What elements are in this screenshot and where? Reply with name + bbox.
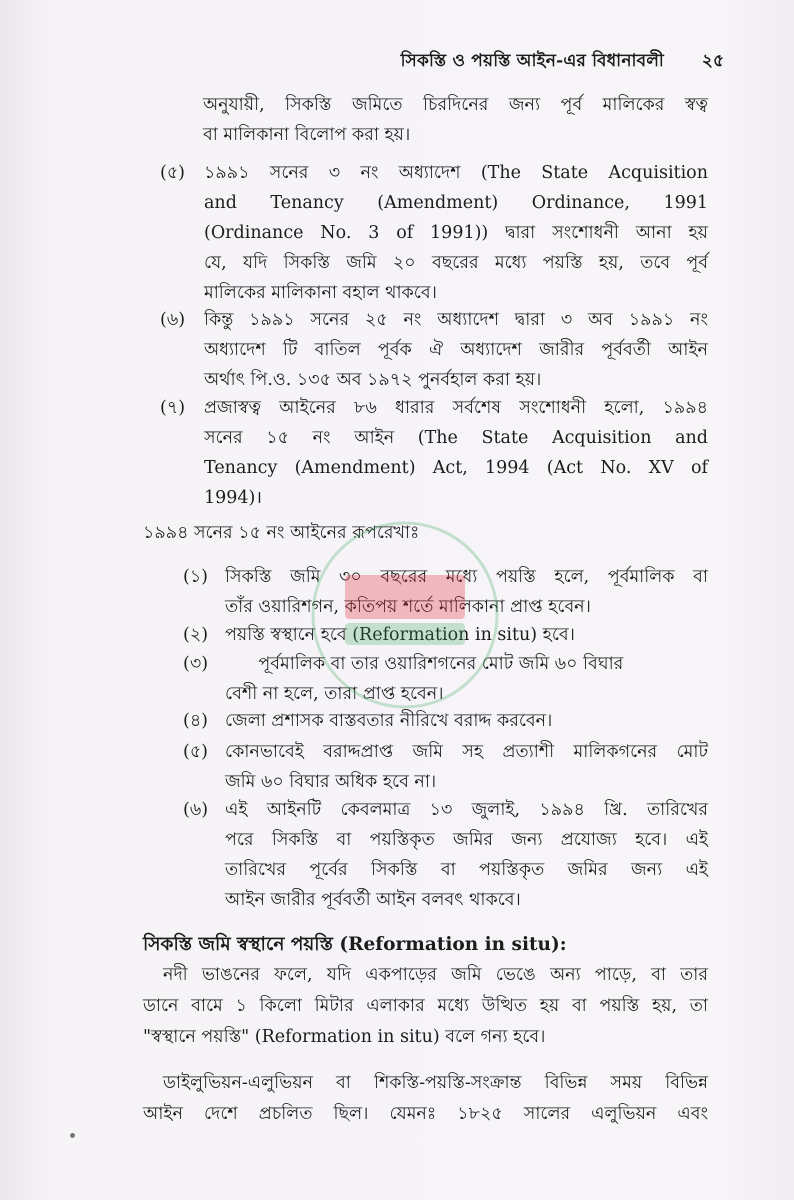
- text-line: ডানে বামে ১ কিলো মিটার এলাকার মধ্যে উত্থিত হয় বা পয়স্তি হয়, তা: [143, 996, 708, 1016]
- list-number: (২): [183, 625, 209, 645]
- text-line: ডাইলুভিয়ন-এলুভিয়ন বা শিকস্তি-পয়স্তি-সংক্রান্ত বিভিন্ন সময় বিভিন্ন: [163, 1073, 708, 1093]
- text-line: বা মালিকানা বিলোপ করা হয়।: [203, 125, 411, 145]
- text-line: "স্বস্থানে পয়স্তি" (Reformation in situ) বলে গন্য হবে।: [143, 1027, 546, 1047]
- text-line: সিকস্তি জমি ৩০ বছরের মধ্যে পয়স্তি হলে, পূর্বমালিক বা: [225, 567, 708, 587]
- text-line: পরে সিকস্তি বা পয়স্তিকৃত জমির জন্য প্রযোজ্য হবে। এই: [225, 830, 708, 850]
- text-line: (Ordinance No. 3 of 1991)) দ্বারা সংশোধনী আনা হয়: [204, 223, 708, 243]
- text-line: নদী ভাঙনের ফলে, যদি একপাড়ের জমি ভেঙে অন্য পাড়ে, বা তার: [163, 965, 708, 985]
- text-line: and Tenancy (Amendment) Ordinance, 1991: [204, 193, 708, 213]
- text-line: অধ্যাদেশ টি বাতিল পূর্বক ঐ অধ্যাদেশ জারীর পূর্ববর্তী আইন: [204, 340, 708, 360]
- list-number: (৩): [183, 654, 209, 674]
- text-line: আইন জারীর পূর্ববর্তী আইন বলবৎ থাকবে।: [225, 890, 521, 910]
- list-number: (৬): [183, 800, 209, 820]
- list-number: (৫): [183, 742, 209, 762]
- text-line: পূর্বমালিক বা তার ওয়ারিশগনের মোট জমি ৬০ বিঘার: [225, 654, 624, 674]
- text-line: কোনভাবেই বরাদ্দপ্রাপ্ত জমি সহ প্রত্যাশী মালিকগনের মোট: [225, 742, 708, 762]
- outline-heading: ১৯৯৪ সনের ১৫ নং আইনের রূপরেখাঃ: [143, 523, 420, 543]
- text-line: জমি ৬০ বিঘার অধিক হবে না।: [225, 772, 437, 792]
- page-number: ২৫: [701, 51, 724, 71]
- text-line: ১৯৯১ সনের ৩ নং অধ্যাদেশ (The State Acquisition: [204, 163, 708, 183]
- text-line: আইন দেশে প্রচলিত ছিল। যেমনঃ ১৮২৫ সালের এলুভিয়ন এবং: [143, 1104, 708, 1124]
- paragraph-reformation: [143, 960, 708, 1053]
- text-line: মালিকের মালিকানা বহাল থাকবে।: [204, 283, 437, 303]
- running-header-title: সিকস্তি ও পয়স্তি আইন-এর বিধানাবলী: [400, 51, 664, 71]
- text-line: প্রজাস্বত্ব আইনের ৮৬ ধারার সর্বশেষ সংশোধনী হলো, ১৯৯৪: [204, 398, 708, 418]
- text-line: পয়স্তি স্বস্থানে হবে (Reformation in situ) হবে।: [225, 625, 575, 645]
- text-line: কিন্তু ১৯৯১ সনের ২৫ নং অধ্যাদেশ দ্বারা ৩ অব ১৯৯১ নং: [204, 310, 708, 330]
- list-number: (৫): [160, 163, 186, 183]
- list-number: (৭): [160, 398, 186, 418]
- text-line: জেলা প্রশাসক বাস্তবতার নীরিখে বরাদ্দ করবেন।: [225, 711, 553, 731]
- text-line: তারিখের পূর্বের সিকস্তি বা পয়স্তিকৃত জমির জন্য এই: [225, 860, 708, 880]
- text-line: এই আইনটি কেবলমাত্র ১৩ জুলাই, ১৯৯৪ খ্রি. তারিখের: [225, 800, 708, 820]
- text-line: সনের ১৫ নং আইন (The State Acquisition and: [204, 428, 708, 448]
- paragraph-diluvion: [143, 1068, 708, 1130]
- text-line: 1994)।: [204, 488, 262, 508]
- text-line: বেশী না হলে, তারা প্রাপ্ত হবেন।: [225, 684, 444, 704]
- list-number: (১): [183, 567, 209, 587]
- text-line: অনুযায়ী, সিকস্তি জমিতে চিরদিনের জন্য পূর্ব মালিকের স্বত্ব: [203, 95, 708, 115]
- text-line: Tenancy (Amendment) Act, 1994 (Act No. XV of: [204, 458, 708, 478]
- continuation-text: [203, 90, 708, 150]
- text-line: তাঁর ওয়ারিশগন, কতিপয় শর্তে মালিকানা প্রাপ্ত হবেন।: [225, 597, 591, 617]
- section-title: সিকস্তি জমি স্বস্থানে পয়স্তি (Reformation in situ):: [143, 934, 567, 955]
- list-number: (৪): [183, 711, 209, 731]
- page-mark: [70, 1133, 75, 1138]
- text-line: যে, যদি সিকস্তি জমি ২০ বছরের মধ্যে পয়স্তি হয়, তবে পূর্ব: [204, 253, 708, 273]
- text-line: অর্থাৎ পি.ও. ১৩৫ অব ১৯৭২ পুনর্বহাল করা হয়।: [204, 370, 542, 390]
- list-number: (৬): [160, 310, 186, 330]
